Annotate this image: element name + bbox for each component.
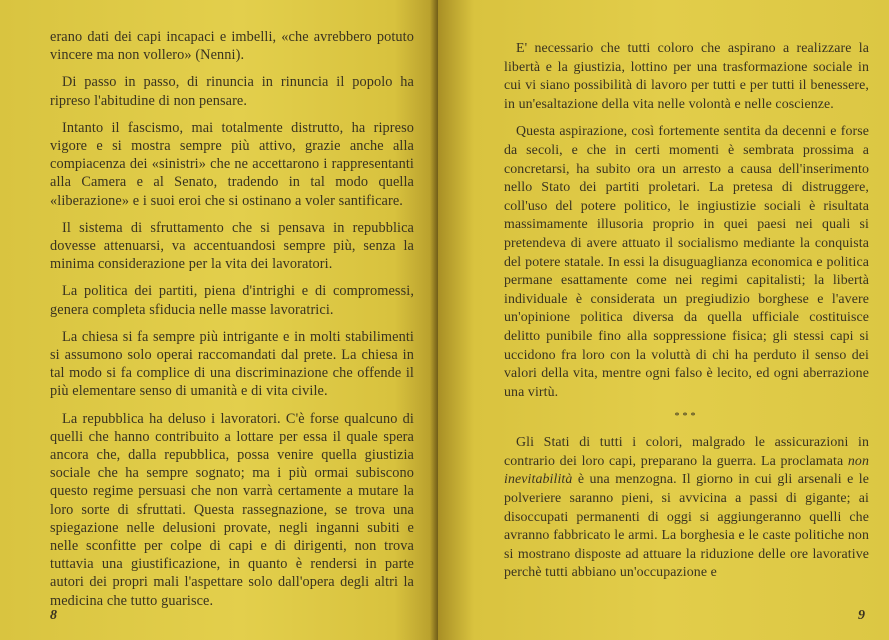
right-paragraph-1: E' necessario che tutti coloro che aspirano a realizzare la libertà e la giustizia, lottino per una trasformazione sociale in cui vi siano possibilità di lavoro per tutti e per tutti il benessere, in un'esaltazione della vita nelle volontà e nelle coscienze. <box>504 41 869 112</box>
left-page-number: 8 <box>50 608 57 623</box>
left-paragraph-5: La politica dei partiti, piena d'intrighi e di compromessi, genera completa sfiducia nelle masse lavoratrici. <box>50 283 414 318</box>
right-paragraph-3-end: è una menzogna. Il giorno in cui gli arsenali e le polveriere saranno pieni, si avvicina a passi di gigante; ai disoccupati permanenti di oggi si aggiungeranno quelli che avranno fabbricato le armi. La borghesia e le caste politiche non si mostrano disposte ad attuare la riduzione delle ore lavorative perchè tutti abbiano un'occupazione e <box>504 472 869 581</box>
section-separator: *** <box>674 411 699 423</box>
left-paragraph-7: La repubblica ha deluso i lavoratori. C'è forse qualcuno di quelli che hanno contribuito a lottare per essa il quale spera ancora che, dalla repubblica, possa venire quella giustizia sociale che ha sempre sognato; ma i più ormai subiscono questo regime persuasi che non varrà certamente a mutare la loro sorte di sfruttati. Questa rassegnazione, se trova una spiegazione nelle delusioni provate, negli inganni subiti e nelle sconfitte per colpe di capi e di dirigenti, non trova tuttavia una giustificazione, in quanto è rendersi in parte autori dei propri mali l'aspettare solo dall'opera degli altri la medicina che tutto guarisce. <box>50 410 414 609</box>
left-paragraph-3: Intanto il fascismo, mai totalmente distrutto, ha ripreso vigore e si mostra sempre più attivo, grazie anche alla compiacenza dei «sinistri» che ne accettarono i rappresentanti alla Camera e al Senato, tradendo in tal modo quella «liberazione» e i suoi eroi che si ostinano a voler santificare. <box>50 119 414 209</box>
left-paragraph-6: La chiesa si fa sempre più intrigante e in molti stabilimenti si assumono solo operai raccomandati dal prete. La chiesa in tal modo si fa complice di una discriminazione che offende il più elementare senso di umanità e di vita civile. <box>50 328 414 400</box>
left-page <box>0 0 438 640</box>
right-paragraph-3 <box>504 434 869 583</box>
right-paragraph-3-start: Gli Stati di tutti i colori, malgrado le assicurazioni in contrario dei loro capi, preparano la guerra. La proclamata <box>504 435 869 469</box>
right-page-number: 9 <box>858 608 865 623</box>
left-paragraph-2: Di passo in passo, di rinuncia in rinuncia il popolo ha ripreso l'abitudine di non pensare. <box>50 74 414 109</box>
right-paragraph-3-italic: non inevitabilità <box>504 453 869 488</box>
right-page <box>438 0 889 640</box>
right-paragraph-2: Questa aspirazione, così fortemente sentita da decenni e forse da secoli, e che in certi momenti è sembrata prossima a concretarsi, ha subito ora un arresto a causa dell'inserimento nello Stato dei partiti proletari. La pretesa di distruggere, coll'uso del potere politico, le ingiustizie sociali è risultata massimamente illusoria proprio in quei paesi nei quali si pretendeva di avere attuato il socialismo mediante la conquista del potere statale. In essi la disuguaglianza economica e politica permane esattamente come nei regimi capitalisti; la libertà individuale è considerata un pregiudizio borghese e l'avere un'opinione politica diversa da quella ufficiale costituisce delitto punibile fino alla soppressione fisica; gli stessi capi si uccidono fra loro con la voluttà di chi ha perduto il senso dei valori della vita, mentre ogni falso è lecito, ed ogni aberrazione una virtù. <box>504 124 869 400</box>
left-paragraph-1: erano dati dei capi incapaci e imbelli, «che avrebbero potuto vincere ma non vollero» (Nenni). <box>50 29 414 64</box>
left-paragraph-4: Il sistema di sfruttamento che si pensava in repubblica dovesse attenuarsi, va accentuandosi sempre più, senza la minima considerazione per la vita dei lavoratori. <box>50 219 414 273</box>
